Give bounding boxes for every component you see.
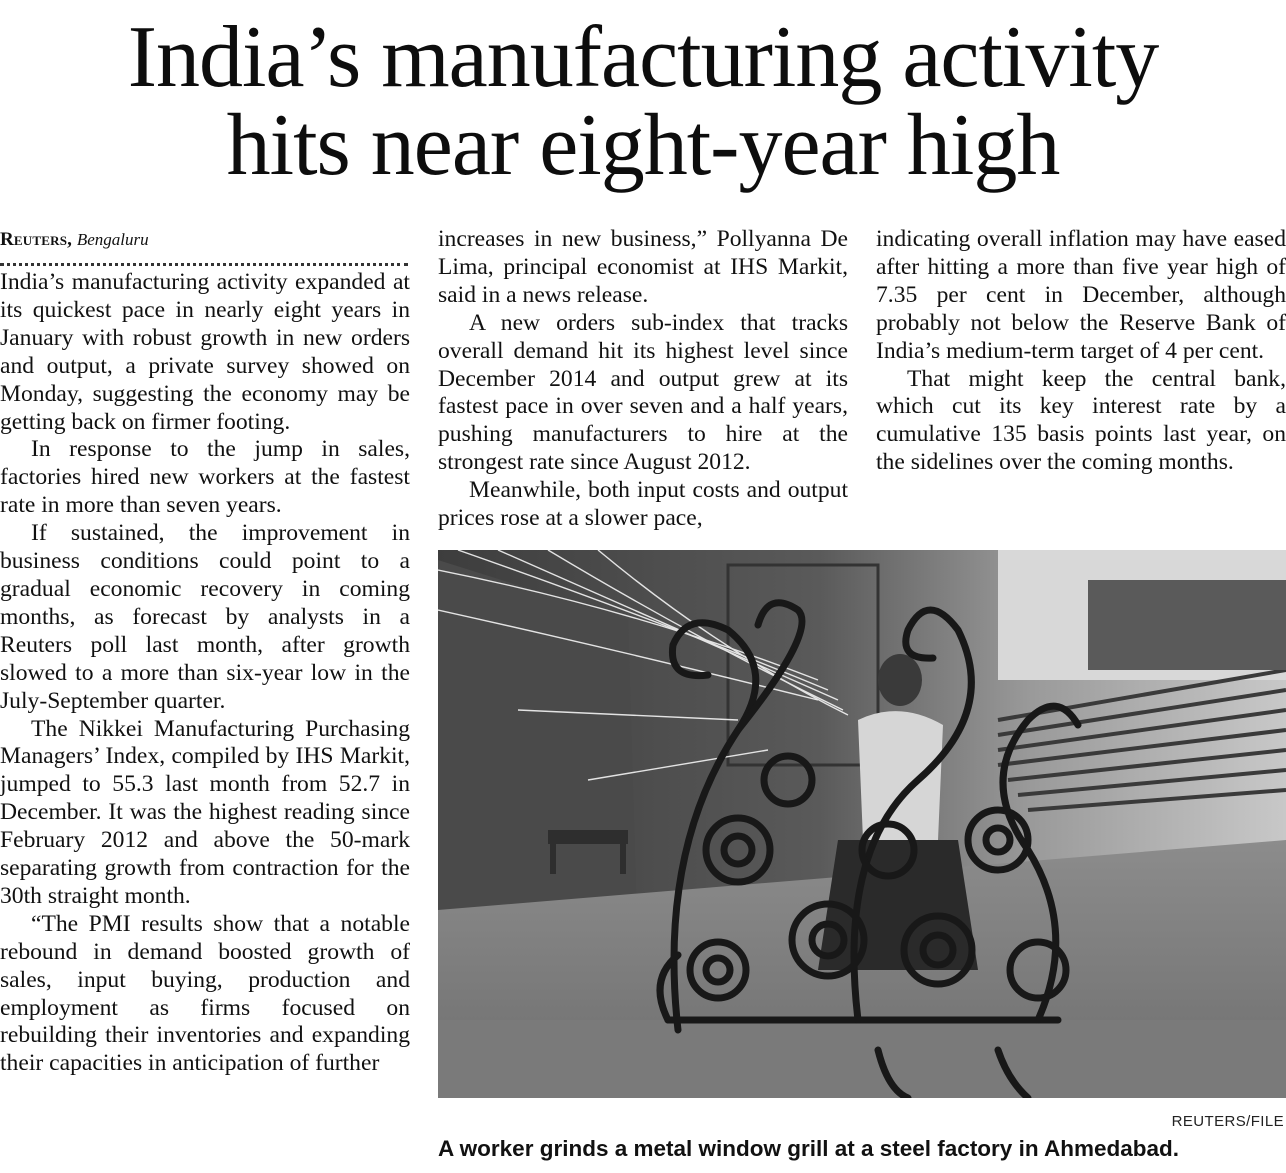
dateline — [0, 226, 410, 253]
paragraph: A new orders sub-index that tracks overall demand hit its highest level since December 2014 and output grew at its fastest pace in over seven and a half years, pushing manufacturers to hire at the strongest rate since August 2012. — [438, 309, 848, 476]
dateline-place: Bengaluru — [76, 230, 149, 249]
photo-illustration — [438, 550, 1286, 1098]
dotted-divider — [0, 255, 408, 266]
article-column-3 — [876, 226, 1286, 477]
headline-line-2: hits near eight-year high — [226, 97, 1060, 194]
paragraph: Meanwhile, both input costs and output prices rose at a slower pace, — [438, 477, 848, 532]
paragraph: indicating overall inflation may have eased after hitting a more than five year high of 7.35 per cent in December, although probably not below the Reserve Bank of India’s medium-term target of 4 per cent. — [876, 226, 1286, 364]
photo-caption: A worker grinds a metal window grill at a steel factory in Ahmedabad. — [438, 1136, 1180, 1161]
paragraph: India’s manufacturing activity expanded at its quickest pace in nearly eight years in January with robust growth in new orders and output, a private survey showed on Monday, suggesting the economy may be getting back on firmer footing. — [0, 269, 410, 435]
news-photo — [438, 550, 1286, 1098]
paragraph: “The PMI results show that a notable rebound in demand boosted growth of sales, input buying, production and employment as firms focused on rebuilding their inventories and expanding their capacities in anticipation of further — [0, 910, 410, 1077]
paragraph: If sustained, the improvement in business conditions could point to a gradual economic recovery in coming months, as forecast by analysts in a Reuters poll last month, after growth slowed to a more than six-year low in the July-September quarter. — [0, 520, 410, 714]
photo-credit: REUTERS/FILE — [1171, 1113, 1284, 1130]
headline-line-1: India’s manufacturing activity — [127, 9, 1159, 106]
paragraph: In response to the jump in sales, factories hired new workers at the fastest rate in more than seven years. — [0, 436, 410, 519]
article-column-1 — [0, 226, 410, 1078]
paragraph: The Nikkei Manufacturing Purchasing Managers’ Index, compiled by IHS Markit, jumped to 55.3 last month from 52.7 in December. It was the highest reading since February 2012 and above the 50-mark separating growth from contraction for the 30th straight month. — [0, 715, 410, 909]
paragraph: That might keep the central bank, which cut its key interest rate by a cumulative 135 basis points last year, on the sidelines over the coming months. — [876, 365, 1286, 476]
agency-name: Reuters, — [0, 229, 73, 250]
headline — [0, 9, 1286, 194]
paragraph: increases in new business,” Pollyanna De Lima, principal economist at IHS Markit, said in a news release. — [438, 226, 848, 308]
article-column-2 — [438, 226, 848, 533]
